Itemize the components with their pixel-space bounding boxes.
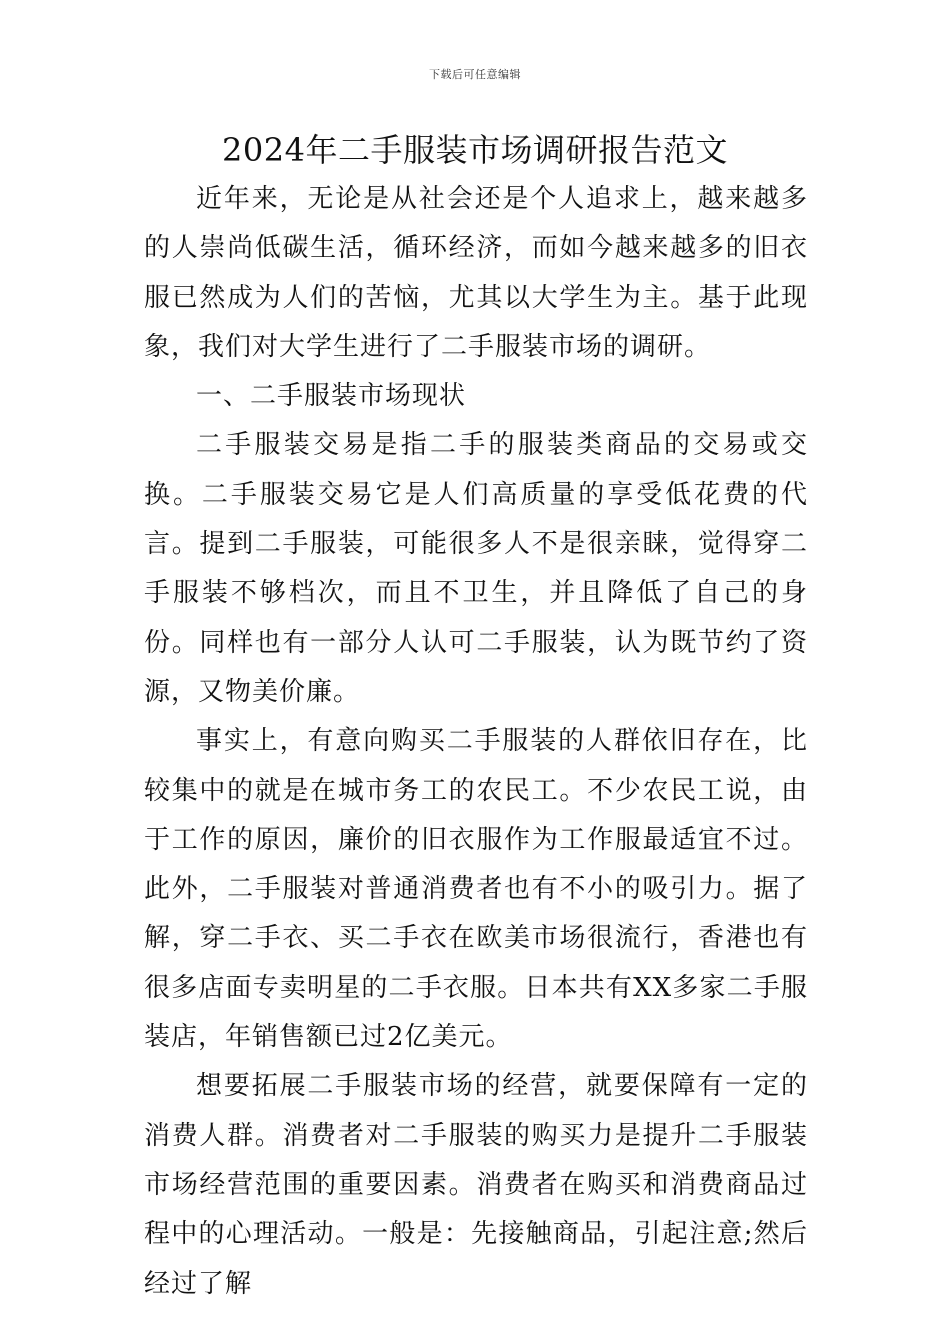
document-title: 2024年二手服装市场调研报告范文 xyxy=(222,131,728,169)
section-heading-market-status: 一、二手服装市场现状 xyxy=(196,381,467,412)
paragraph-demand: 事实上，有意向购买二手服装的人群依旧存在，比较集中的就是在城市务工的农民工。不少农民工说，由于工作的原因，廉价的旧衣服作为工作服最适宜不过。此外，二手服装对普通消费者也有不小的吸引力。据了解，穿二手衣、买二手衣在欧美市场很流行，香港也有很多店面专卖明星的二手衣服。日本共有XX多家二手服装店，年销售额已过2亿美元。 xyxy=(144,726,808,1053)
header-note: 下载后可任意编辑 xyxy=(429,68,521,81)
document-body xyxy=(144,175,808,1309)
paragraph-definition: 二手服装交易是指二手的服装类商品的交易或交换。二手服装交易它是人们高质量的享受低花费的代言。提到二手服装，可能很多人不是很亲睐，觉得穿二手服装不够档次，而且不卫生，并且降低了自己的身份。同样也有一部分人认可二手服装，认为既节约了资源，又物美价廉。 xyxy=(144,430,808,707)
paragraph-intro: 近年来，无论是从社会还是个人追求上，越来越多的人崇尚低碳生活，循环经济，而如今越来越多的旧衣服已然成为人们的苦恼，尤其以大学生为主。基于此现象，我们对大学生进行了二手服装市场的调研。 xyxy=(144,184,808,362)
paragraph-expansion: 想要拓展二手服装市场的经营，就要保障有一定的消费人群。消费者对二手服装的购买力是提升二手服装市场经营范围的重要因素。消费者在购买和消费商品过程中的心理活动。一般是：先接触商品，引起注意;然后经过了解 xyxy=(144,1071,808,1299)
